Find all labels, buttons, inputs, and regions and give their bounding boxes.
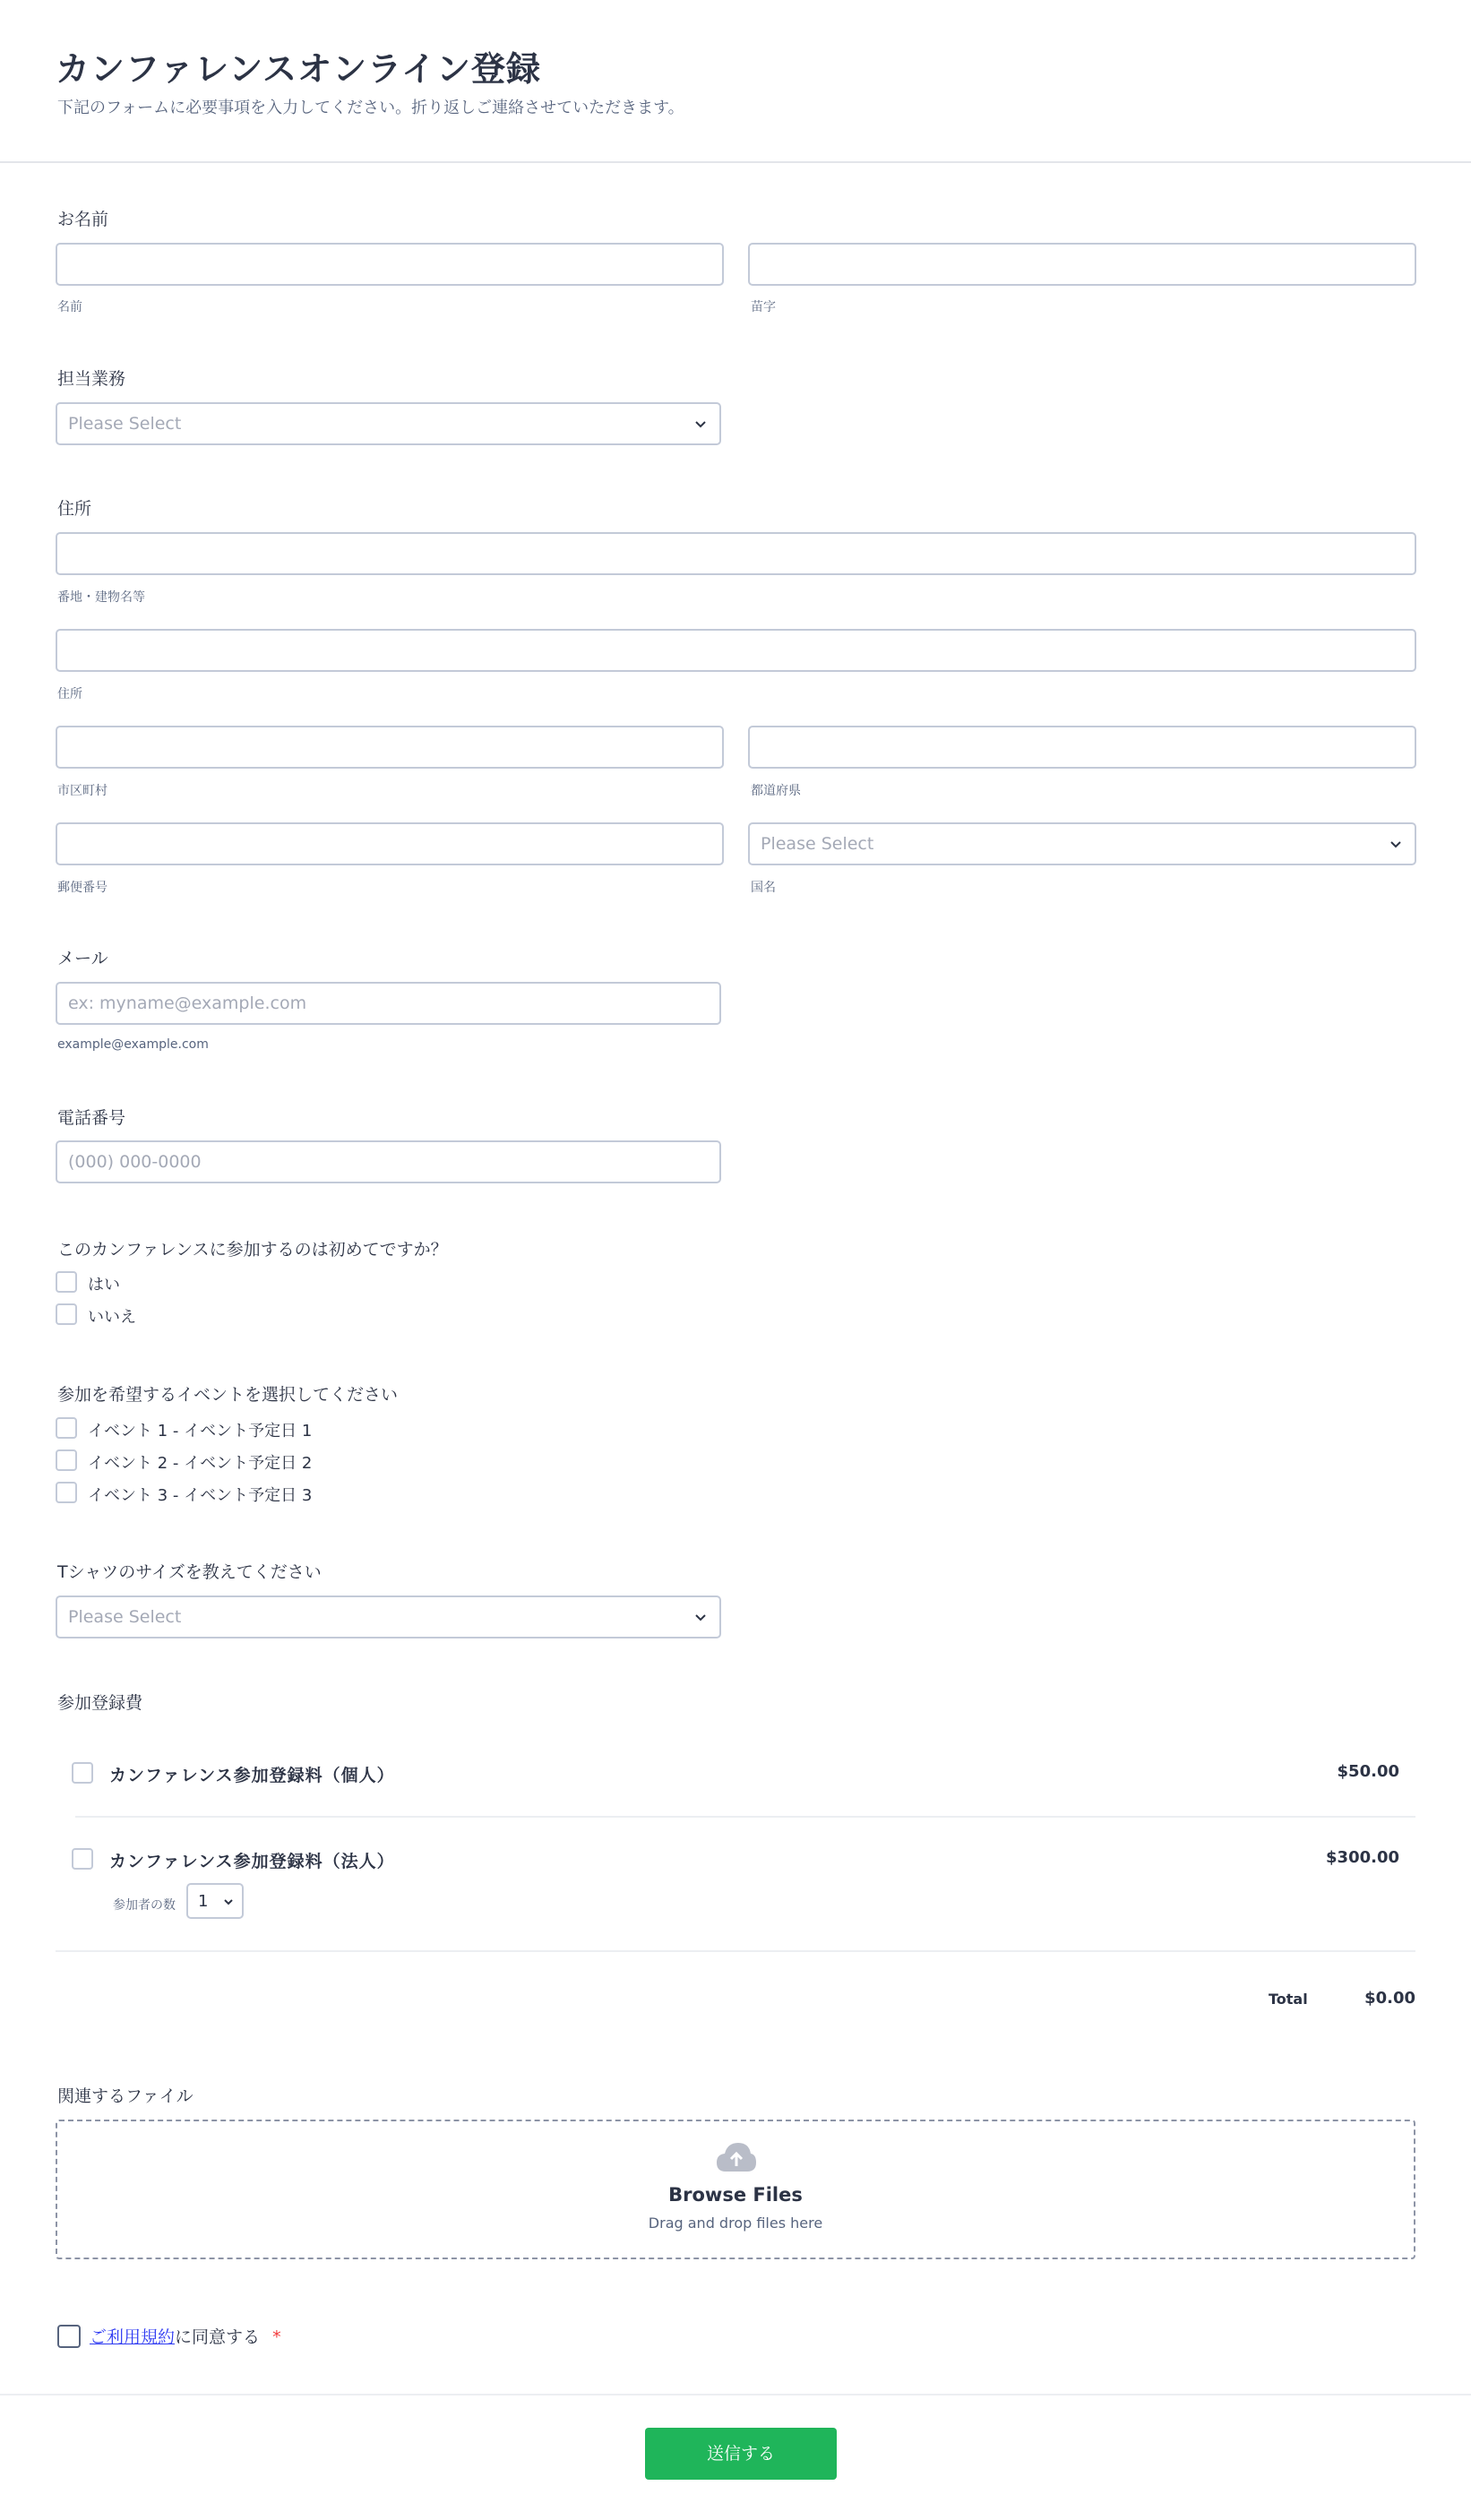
terms-text — [90, 2324, 281, 2348]
drag-drop-hint: Drag and drop files here — [648, 2215, 823, 2232]
email-field[interactable] — [56, 982, 721, 1025]
product-corporate-name: カンファレンス参加登録料（法人） — [109, 1852, 395, 1871]
product-corporate-price: $300.00 — [1326, 1848, 1399, 1867]
role-placeholder: Please Select — [68, 414, 182, 434]
checkbox-event-3[interactable] — [56, 1482, 77, 1503]
country-placeholder: Please Select — [761, 834, 874, 854]
street-line2-input[interactable] — [56, 629, 1416, 672]
quantity-value: 1 — [198, 1892, 209, 1911]
page-subtitle: 下記のフォームに必要事項を入力してください。折り返しご連絡させていただきます。 — [57, 99, 684, 117]
file-drop-zone[interactable] — [56, 2120, 1415, 2259]
browse-files-button[interactable]: Browse Files — [668, 2184, 803, 2206]
checkbox-product-corporate[interactable] — [72, 1848, 93, 1870]
role-select[interactable] — [56, 402, 721, 445]
option-no-label: いいえ — [88, 1308, 136, 1327]
street-line1-input[interactable] — [56, 532, 1416, 575]
chevron-down-icon — [1388, 836, 1404, 852]
cloud-upload-icon — [715, 2141, 758, 2173]
quantity-select[interactable] — [186, 1883, 244, 1919]
chevron-down-icon — [692, 1609, 709, 1625]
terms-link[interactable]: ご利用規約 — [90, 2327, 176, 2347]
street-line2-sublabel: 住所 — [57, 687, 82, 701]
first-name-input[interactable] — [56, 243, 724, 286]
chevron-down-icon — [692, 416, 709, 432]
fees-label: 参加登録費 — [57, 1693, 143, 1713]
checkbox-event-1[interactable] — [56, 1417, 77, 1439]
last-name-sublabel: 苗字 — [751, 300, 776, 314]
fees-divider — [56, 1950, 1415, 1952]
terms-agree-text: に同意する — [175, 2327, 261, 2347]
name-label: お名前 — [57, 210, 109, 229]
street-line1-sublabel: 番地・建物名等 — [57, 590, 145, 605]
email-label: メール — [57, 949, 108, 968]
files-label: 関連するファイル — [57, 2086, 194, 2106]
email-placeholder: ex: myname@example.com — [68, 993, 307, 1013]
phone-field[interactable] — [56, 1140, 721, 1183]
state-sublabel: 都道府県 — [751, 784, 801, 798]
zip-input[interactable] — [56, 822, 724, 865]
last-name-input[interactable] — [748, 243, 1416, 286]
tshirt-placeholder: Please Select — [68, 1607, 182, 1627]
first-time-label: このカンファレンスに参加するのは初めてですか？ — [57, 1240, 448, 1260]
checkbox-product-individual[interactable] — [72, 1762, 93, 1784]
chevron-down-icon — [222, 1896, 235, 1908]
role-label: 担当業務 — [57, 369, 126, 389]
terms-checkbox[interactable] — [57, 2325, 81, 2348]
total-value: $0.00 — [1364, 1989, 1415, 2008]
header-divider — [0, 161, 1471, 163]
checkbox-yes[interactable] — [56, 1271, 77, 1293]
state-input[interactable] — [748, 726, 1416, 769]
zip-sublabel: 郵便番号 — [57, 881, 108, 895]
tshirt-label: Tシャツのサイズを教えてください — [57, 1562, 322, 1582]
tshirt-select[interactable] — [56, 1595, 721, 1638]
city-input[interactable] — [56, 726, 724, 769]
phone-placeholder: (000) 000-0000 — [68, 1152, 202, 1172]
country-sublabel: 国名 — [751, 881, 776, 895]
required-asterisk: * — [272, 2327, 281, 2347]
address-label: 住所 — [57, 499, 92, 519]
events-label: 参加を希望するイベントを選択してください — [57, 1385, 399, 1405]
first-name-sublabel: 名前 — [57, 300, 82, 314]
footer-divider — [0, 2394, 1471, 2395]
product-divider — [75, 1816, 1415, 1818]
event-1-label: イベント 1 - イベント予定日 1 — [88, 1422, 313, 1441]
phone-label: 電話番号 — [57, 1108, 126, 1128]
event-3-label: イベント 3 - イベント予定日 3 — [88, 1486, 313, 1505]
country-select[interactable] — [748, 822, 1416, 865]
product-individual-price: $50.00 — [1337, 1762, 1399, 1781]
checkbox-event-2[interactable] — [56, 1449, 77, 1471]
city-sublabel: 市区町村 — [57, 784, 108, 798]
event-2-label: イベント 2 - イベント予定日 2 — [88, 1454, 313, 1473]
page-title: カンファレンスオンライン登録 — [56, 49, 542, 89]
product-individual-name: カンファレンス参加登録料（個人） — [109, 1766, 395, 1785]
checkbox-no[interactable] — [56, 1303, 77, 1325]
submit-button[interactable]: 送信する — [645, 2428, 837, 2480]
total-label: Total — [1269, 1991, 1308, 2008]
quantity-label: 参加者の数 — [113, 1898, 176, 1913]
email-sublabel: example@example.com — [57, 1037, 209, 1052]
option-yes-label: はい — [88, 1276, 120, 1294]
